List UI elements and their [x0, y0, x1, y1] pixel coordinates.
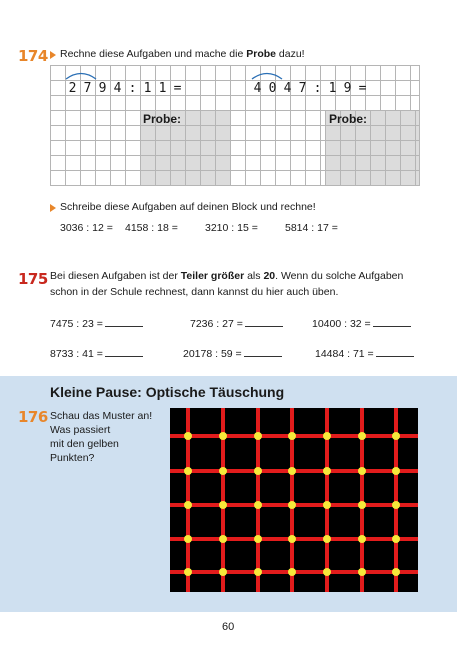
illusion-bars-layer [170, 408, 418, 592]
task-text: 14484 : 71 = [315, 348, 374, 360]
yellow-dot [392, 535, 400, 543]
digit: 9 [98, 81, 107, 96]
instruction-text: Bei diesen Aufgaben ist der [50, 270, 181, 282]
yellow-dot [254, 535, 262, 543]
yellow-dot [254, 467, 262, 475]
division-task [312, 316, 411, 330]
yellow-dot [358, 432, 366, 440]
task-text: 8733 : 41 = [50, 348, 103, 360]
division-task [190, 316, 283, 330]
equals-sign: = [358, 81, 367, 96]
digit: 1 [143, 81, 152, 96]
yellow-dot [323, 568, 331, 576]
digit: 0 [268, 81, 277, 96]
answer-blank[interactable] [373, 316, 411, 327]
division-task [315, 346, 414, 360]
digit: 4 [283, 81, 292, 96]
yellow-dot [392, 467, 400, 475]
answer-blank[interactable] [105, 346, 143, 357]
page-number: 60 [222, 621, 235, 633]
equals-sign: = [173, 81, 182, 96]
digit: 2 [68, 81, 77, 96]
probe-label-left: Probe: [143, 112, 182, 126]
division-task [183, 346, 282, 360]
pause-text-line: mit den gelben [50, 438, 119, 450]
digit: 1 [158, 81, 167, 96]
bullet-arrow-icon [50, 204, 56, 212]
yellow-dot [358, 535, 366, 543]
division-task [50, 316, 143, 330]
yellow-dot [358, 568, 366, 576]
instruction-bold: 20 [263, 270, 276, 282]
instruction-text: Rechne diese Aufgaben und mache die [60, 48, 247, 60]
yellow-dot [184, 568, 192, 576]
instruction-text: . Wenn du solche Aufgaben [275, 270, 404, 282]
carry-arc-right [250, 70, 284, 80]
yellow-dot [288, 535, 296, 543]
yellow-dot [219, 467, 227, 475]
task-text: 7236 : 27 = [190, 318, 243, 330]
block-task: 4158 : 18 = [125, 222, 178, 234]
instruction-text-end: dazu! [276, 48, 305, 60]
division-sign: : [128, 81, 137, 96]
exercise-175-instruction-line2: schon in der Schule rechnest, dann kannst du hier auch üben. [50, 286, 339, 298]
block-task: 3036 : 12 = [60, 222, 113, 234]
yellow-dot [184, 432, 192, 440]
yellow-dot [184, 501, 192, 509]
pause-text-line: Punkten? [50, 452, 95, 464]
exercise-174-instruction [60, 48, 305, 60]
instruction-bold: Probe [246, 48, 276, 60]
block-task: 5814 : 17 = [285, 222, 338, 234]
task-text: 20178 : 59 = [183, 348, 242, 360]
yellow-dot [219, 568, 227, 576]
instruction-bold: Teiler größer [180, 270, 245, 282]
exercise-number-175: 175 [18, 270, 48, 288]
digit: 1 [328, 81, 337, 96]
division-task [50, 346, 143, 360]
yellow-dot [392, 501, 400, 509]
pause-title: Kleine Pause: Optische Täuschung [50, 384, 285, 400]
yellow-dot [219, 501, 227, 509]
exercise-175-instruction-line1 [50, 270, 403, 282]
pause-text-line: Schau das Muster an! [50, 410, 153, 422]
yellow-dot [184, 535, 192, 543]
yellow-dot [254, 432, 262, 440]
carry-arc-left [64, 70, 98, 80]
yellow-dot [392, 568, 400, 576]
probe-label-right: Probe: [329, 112, 368, 126]
digit: 4 [253, 81, 262, 96]
yellow-dot [358, 467, 366, 475]
yellow-dot [288, 568, 296, 576]
yellow-dot [254, 501, 262, 509]
yellow-dot [254, 568, 262, 576]
yellow-dot [288, 467, 296, 475]
block-task: 3210 : 15 = [205, 222, 258, 234]
digit: 7 [298, 81, 307, 96]
yellow-dot [323, 432, 331, 440]
bullet-arrow-icon [50, 51, 56, 59]
answer-blank[interactable] [105, 316, 143, 327]
task-text: 10400 : 32 = [312, 318, 371, 330]
answer-blank[interactable] [245, 316, 283, 327]
yellow-dot [392, 432, 400, 440]
digit: 4 [113, 81, 122, 96]
yellow-dot [219, 432, 227, 440]
yellow-dot [358, 501, 366, 509]
digit: 9 [343, 81, 352, 96]
task-text: 7475 : 23 = [50, 318, 103, 330]
digit: 7 [83, 81, 92, 96]
pause-text-line: Was passiert [50, 424, 111, 436]
exercise-174-instruction-2: Schreibe diese Aufgaben auf deinen Block und rechne! [60, 201, 316, 213]
division-sign: : [313, 81, 322, 96]
yellow-dot [323, 467, 331, 475]
yellow-dot [323, 535, 331, 543]
yellow-dot [219, 535, 227, 543]
yellow-dot [288, 501, 296, 509]
exercise-number-174: 174 [18, 47, 48, 65]
answer-blank[interactable] [376, 346, 414, 357]
yellow-dot [288, 432, 296, 440]
instruction-text: als [244, 270, 264, 282]
yellow-dot [184, 467, 192, 475]
answer-blank[interactable] [244, 346, 282, 357]
yellow-dot [323, 501, 331, 509]
exercise-number-176: 176 [18, 408, 48, 426]
